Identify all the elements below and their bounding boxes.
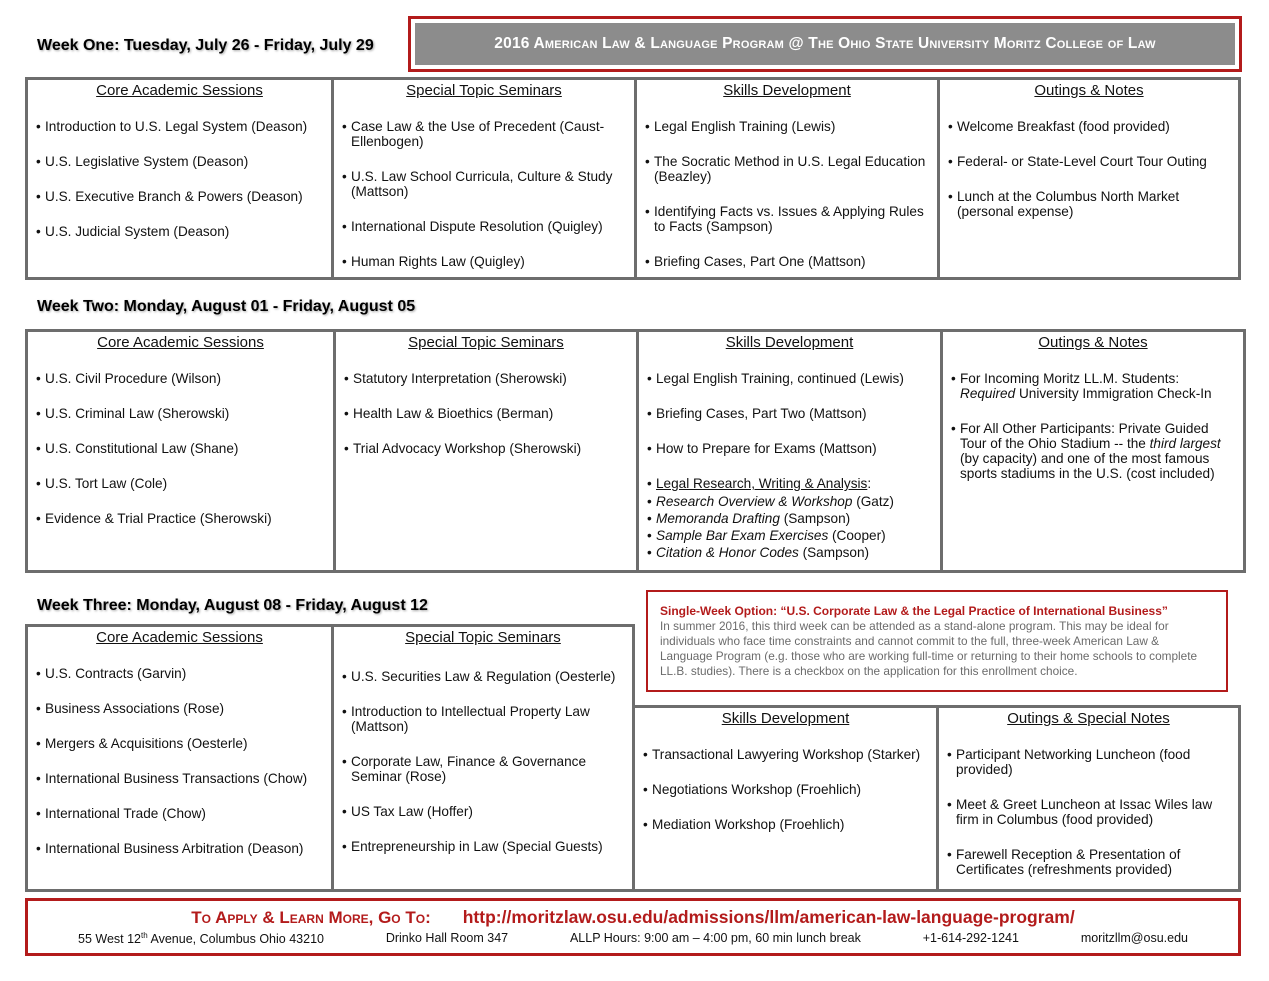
lrwa-item-title: Research Overview & Workshop xyxy=(656,494,853,509)
list-item xyxy=(647,511,932,526)
lrwa-item-instructor: (Sampson) xyxy=(779,511,851,526)
week-two-core-column xyxy=(28,332,336,570)
column-heading: Outings & Special Notes xyxy=(1007,710,1170,727)
office-hours: ALLP Hours: 9:00 am – 4:00 pm, 60 min lunch break xyxy=(569,931,861,945)
column-heading: Special Topic Seminars xyxy=(405,629,561,646)
list-item: • Meet & Greet Luncheon at Issac Wiles law firm in Columbus (food provided) xyxy=(947,797,1230,827)
lrwa-item-title: Memoranda Drafting xyxy=(656,511,780,526)
program-url-link[interactable]: http://moritzlaw.osu.edu/admissions/llm/american-law-language-program/ xyxy=(462,907,1075,927)
list-item xyxy=(647,476,932,491)
week-two-special-column xyxy=(336,332,639,570)
program-banner xyxy=(408,16,1242,72)
lrwa-item-instructor: (Gatz) xyxy=(852,494,894,509)
list-item xyxy=(647,494,932,509)
single-week-title: Single-Week Option: “U.S. Corporate Law & the Legal Practice of International Business” xyxy=(660,604,1168,618)
column-heading: Core Academic Sessions xyxy=(96,629,263,646)
list-item: • Lunch at the Columbus North Market (personal expense) xyxy=(948,189,1230,219)
list-item: • Introduction to U.S. Legal System (Deason) xyxy=(36,119,323,134)
column-heading: Skills Development xyxy=(725,334,854,351)
list-item: • Mediation Workshop (Froehlich) xyxy=(643,817,928,832)
list-item: • Identifying Facts vs. Issues & Applying Rules to Facts (Sampson) xyxy=(645,204,929,234)
session-list xyxy=(36,666,323,856)
column-heading: Skills Development xyxy=(721,710,850,727)
room: Drinko Hall Room 347 xyxy=(385,931,509,945)
list-item: • Trial Advocacy Workshop (Sherowski) xyxy=(344,441,628,456)
week-three-left-grid xyxy=(25,624,635,892)
outings-list xyxy=(948,119,1230,219)
list-item: • Case Law & the Use of Precedent (Caust-Ellenbogen) xyxy=(342,119,626,149)
list-item: • U.S. Tort Law (Cole) xyxy=(36,476,325,491)
list-item: • Legal English Training (Lewis) xyxy=(645,119,929,134)
list-item: • U.S. Contracts (Garvin) xyxy=(36,666,323,681)
session-list xyxy=(36,371,325,526)
contact-footer xyxy=(25,898,1241,956)
lrwa-label: Legal Research, Writing & Analysis xyxy=(656,476,868,491)
list-item xyxy=(647,528,932,543)
lrwa-colon: : xyxy=(867,476,872,491)
list-item xyxy=(951,371,1235,401)
apply-prompt: To Apply & Learn More, Go To: xyxy=(191,908,431,927)
skills-list xyxy=(647,371,932,491)
list-item: • Statutory Interpretation (Sherowski) xyxy=(344,371,628,386)
list-item: • U.S. Legislative System (Deason) xyxy=(36,154,323,169)
list-item: • Human Rights Law (Quigley) xyxy=(342,254,626,269)
week-two-grid xyxy=(25,329,1246,573)
week-one-core-column xyxy=(28,80,334,277)
list-item: • Health Law & Bioethics (Berman) xyxy=(344,406,628,421)
list-item: • Federal- or State-Level Court Tour Outing xyxy=(948,154,1230,169)
list-item: • U.S. Criminal Law (Sherowski) xyxy=(36,406,325,421)
skills-list xyxy=(643,747,928,832)
seminar-list xyxy=(344,371,628,456)
list-item: • U.S. Constitutional Law (Shane) xyxy=(36,441,325,456)
skills-list xyxy=(645,119,929,269)
footer-call-to-action xyxy=(38,907,1228,928)
note-text: For Incoming Moritz LL.M. Students: xyxy=(960,371,1180,386)
list-item: • Participant Networking Luncheon (food provided) xyxy=(947,747,1230,777)
seminar-list xyxy=(342,119,626,269)
week-one-outings-column xyxy=(940,80,1238,277)
column-heading: Outings & Notes xyxy=(1034,82,1144,99)
footer-contact-details xyxy=(38,931,1228,946)
column-heading: Skills Development xyxy=(723,82,851,99)
single-week-option-box xyxy=(646,590,1228,692)
week-one-title: Week One: Tuesday, July 26 - Friday, July 29 xyxy=(37,37,374,54)
list-item: • Legal English Training, continued (Lewis) xyxy=(647,371,932,386)
list-item: • US Tax Law (Hoffer) xyxy=(342,804,624,819)
list-item: • International Dispute Resolution (Quigley) xyxy=(342,219,626,234)
note-text: (by capacity) and one of the most famous sports stadiums in the U.S. (cost included) xyxy=(960,451,1215,481)
list-item: • Negotiations Workshop (Froehlich) xyxy=(643,782,928,797)
note-text: University Immigration Check-In xyxy=(1015,386,1212,401)
list-item: • Briefing Cases, Part One (Mattson) xyxy=(645,254,929,269)
column-heading: Outings & Notes xyxy=(1038,334,1148,351)
list-item: • Welcome Breakfast (food provided) xyxy=(948,119,1230,134)
list-item: • Entrepreneurship in Law (Special Guests) xyxy=(342,839,624,854)
list-item: • U.S. Judicial System (Deason) xyxy=(36,224,323,239)
note-text: For All Other Participants: Private Guided Tour of the Ohio Stadium -- the xyxy=(960,421,1209,451)
lrwa-item-title: Citation & Honor Codes xyxy=(656,545,799,560)
program-banner-text: 2016 American Law & Language Program @ The Ohio State University Moritz College of Law xyxy=(415,23,1235,65)
week-three-right-grid xyxy=(632,705,1241,892)
week-two-title: Week Two: Monday, August 01 - Friday, August 05 xyxy=(37,298,416,315)
week-three-outings-column xyxy=(939,708,1238,889)
week-three-title: Week Three: Monday, August 08 - Friday, August 12 xyxy=(37,597,428,614)
list-item: • Briefing Cases, Part Two (Mattson) xyxy=(647,406,932,421)
list-item: • U.S. Civil Procedure (Wilson) xyxy=(36,371,325,386)
list-item: • U.S. Executive Branch & Powers (Deason) xyxy=(36,189,323,204)
list-item: • Evidence & Trial Practice (Sherowski) xyxy=(36,511,325,526)
list-item: • How to Prepare for Exams (Mattson) xyxy=(647,441,932,456)
list-item: • Farewell Reception & Presentation of Certificates (refreshments provided) xyxy=(947,847,1230,877)
list-item: • U.S. Law School Curricula, Culture & Study (Mattson) xyxy=(342,169,626,199)
address-ordinal: th xyxy=(141,931,148,940)
list-item: • International Business Arbitration (Deason) xyxy=(36,841,323,856)
lrwa-item-title: Sample Bar Exam Exercises xyxy=(656,528,829,543)
email-link[interactable]: moritzllm@osu.edu xyxy=(1080,931,1188,945)
column-heading: Core Academic Sessions xyxy=(97,334,264,351)
week-three-special-column xyxy=(334,627,632,889)
week-three-skills-column xyxy=(635,708,939,889)
single-week-description: In summer 2016, this third week can be attended as a stand-alone program. This may be ideal for individuals who face time constraints and cannot commit to the full, three-week American Law & Language Program (e.g. those who are working full-time or returning to their home schools to complete LL.B. studies). There is a checkbox on the application for this enrollment choice. xyxy=(660,619,1198,678)
list-item: • Corporate Law, Finance & Governance Seminar (Rose) xyxy=(342,754,624,784)
seminar-list xyxy=(342,669,624,854)
phone-number: +1-614-292-1241 xyxy=(922,931,1019,945)
list-item xyxy=(951,421,1235,481)
list-item: • The Socratic Method in U.S. Legal Education (Beazley) xyxy=(645,154,929,184)
column-heading: Special Topic Seminars xyxy=(406,82,562,99)
week-one-special-column xyxy=(334,80,637,277)
outings-list xyxy=(951,371,1235,481)
week-three-core-column xyxy=(28,627,334,889)
address xyxy=(78,931,324,946)
lrwa-item-instructor: (Sampson) xyxy=(798,545,870,560)
list-item: • Business Associations (Rose) xyxy=(36,701,323,716)
column-heading: Special Topic Seminars xyxy=(408,334,564,351)
week-one-skills-column xyxy=(637,80,940,277)
lrwa-sublist xyxy=(647,494,932,560)
column-heading: Core Academic Sessions xyxy=(96,82,263,99)
list-item: • U.S. Securities Law & Regulation (Oesterle) xyxy=(342,669,624,684)
list-item xyxy=(647,545,932,560)
note-emphasis: Required xyxy=(960,386,1016,401)
week-two-outings-column xyxy=(943,332,1243,570)
lrwa-item-instructor: (Cooper) xyxy=(828,528,886,543)
list-item: • Transactional Lawyering Workshop (Starker) xyxy=(643,747,928,762)
note-emphasis: third largest xyxy=(1149,436,1221,451)
address-street: 55 West 12 xyxy=(78,932,142,947)
address-city: Avenue, Columbus Ohio 43210 xyxy=(147,932,324,947)
list-item: • International Trade (Chow) xyxy=(36,806,323,821)
list-item: • Introduction to Intellectual Property Law (Mattson) xyxy=(342,704,624,734)
week-one-grid xyxy=(25,77,1241,280)
week-two-skills-column xyxy=(639,332,943,570)
list-item: • International Business Transactions (Chow) xyxy=(36,771,323,786)
outings-list xyxy=(947,747,1230,877)
list-item: • Mergers & Acquisitions (Oesterle) xyxy=(36,736,323,751)
session-list xyxy=(36,119,323,239)
